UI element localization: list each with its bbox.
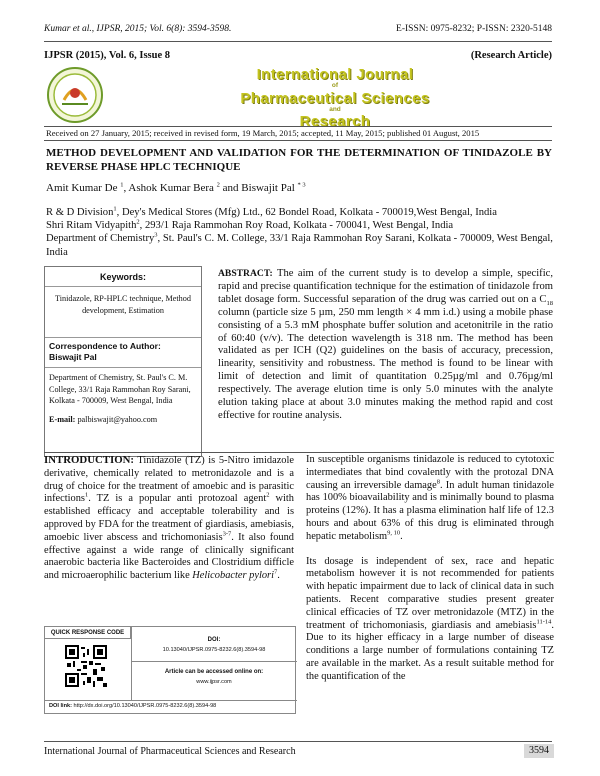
journal-banner xyxy=(175,66,495,130)
journal-logo xyxy=(44,66,106,124)
doi-link-url[interactable]: http://dx.doi.org/10.13040/IJPSR.0975-8232.6(8).3594-98 xyxy=(72,703,217,709)
abstract-text-2: column (particle size 5 µm, 250 mm length × 4 mm i.d.) using a mobile phase consisting of a 5.3 mM phosphate buffer solution and acetonitrile in the ratio of 60:40 (v/v). The detection wavelength is 318 nm. The method has been validated as per ICH (Q2) guidelines on the basis of accuracy, precession, linearity, sensitivity and robustness. The method is found to be linear with limit of detection and limit of quantitation 0.25µg/ml and 0.76µg/ml respectively. The average elution time is only 5.0 minutes with the analyte elution taking place at about 3.0 minutes making the method rapid and cost effective for routine analysis. xyxy=(218,306,553,421)
volume-info: IJPSR (2015), Vol. 6, Issue 8 xyxy=(44,50,171,61)
rc-p2-a: Its dosage is independent of sex, race and hepatic metabolism however it is not recommended for patients with hepatic impairment due to lack of clinical data in such patients. Recent comparative studies present greater clinical efficacies of TZ over metronidazole (MTZ) in the treatment of trichomoniasis, giardiasis and amebiasis xyxy=(306,555,554,631)
abstract xyxy=(218,268,553,423)
banner-line-3: Pharmaceutical Sciences xyxy=(240,89,430,107)
affil-1-sup: 1 xyxy=(113,205,117,213)
rc-p1-a: In susceptible organisms tinidazole is reduced to cytotoxic intermediates that bind covalently with the protozal DNA causing an irreversible damage xyxy=(306,454,554,491)
intro-text-1: Tinidazole (TZ) is 5-Nitro imidazole derivative, chemically related to metronidazole and is a drug of choice for the treatment of amoebic and is parasitic infections xyxy=(44,455,294,505)
correspondence-name: Biswajit Pal xyxy=(45,352,201,369)
paper-title: METHOD DEVELOPMENT AND VALIDATION FOR THE DETERMINATION OF TINIDAZOLE BY REVERSE PHASE HPLC TECHNIQUE xyxy=(46,147,552,173)
affil-3-sup: 3 xyxy=(154,231,158,239)
banner-line-1: International Journal xyxy=(256,66,414,83)
header-rule xyxy=(44,41,552,42)
rc-p1-b: . In adult human tinidazole has 100% bioavailability and is minimally bound to plasma proteins (12%). It has a plasma elimination half life of 12.3 hours and about 63% of this drug is eliminated through hepatic metabolism xyxy=(306,479,555,542)
abstract-sub: 18 xyxy=(546,299,553,307)
abstract-text-1: The aim of the current study is to develop a simple, specific, rapid and precise quantification technique for the estimation of tinidazole from tablet dosage form. Successful separation of the drug was carried out on a C xyxy=(218,268,553,305)
intro-text-5: . xyxy=(277,570,280,582)
affil-3: Department of Chemistry xyxy=(46,233,155,245)
intro-text-2: . TZ is a popular anti protozoal agent xyxy=(88,493,267,505)
right-column xyxy=(306,454,554,684)
doi-link[interactable] xyxy=(49,703,216,709)
correspondence-title: Correspondence to Author: xyxy=(49,341,161,351)
keywords-text: Tinidazole, RP-HPLC technique, Method development, Estimation xyxy=(45,287,201,338)
correspondence-address: Department of Chemistry, St. Paul's C. M. College, 33/1 Raja Rammohan Roy Sarani, Kolkata - 700009, West Bengal, India xyxy=(49,373,191,405)
left-column xyxy=(44,454,294,583)
affil-2: Shri Ritam Vidyapith xyxy=(46,220,137,232)
rc-p1-sup-2: 9, 10 xyxy=(387,529,401,537)
qr-code-icon[interactable] xyxy=(65,645,107,687)
author-2: , Ashok Kumar Bera xyxy=(123,182,214,194)
keywords-title: Keywords: xyxy=(45,267,201,287)
intro-sup-4: 7 xyxy=(273,568,278,576)
intro-text-4: . It also found effective against a wide range of clinically significant anaerobic bacteria like Bacteroides and Clostridium difficle and microaerophilic bacterium like xyxy=(44,531,294,582)
running-citation: Kumar et al., IJPSR, 2015; Vol. 6(8): 3594-3598. xyxy=(44,24,232,34)
article-type: (Research Article) xyxy=(470,50,552,61)
affiliations xyxy=(46,206,556,259)
rc-p2-sup: 11-14 xyxy=(536,618,552,626)
email-address[interactable]: palbiswajit@yahoo.com xyxy=(75,414,158,424)
access-url[interactable]: www.ijpsr.com xyxy=(196,679,232,685)
footer-rule xyxy=(44,741,552,742)
access-label: Article can be accessed online on: xyxy=(164,669,264,675)
intro-text-3: with established efficacy and acceptable tolerability and is approved by FDA for the treatment of giardiasis, amebiasis, amoebic liver abscess and trichomoniasis xyxy=(44,493,294,543)
qr-title: QUICK RESPONSE CODE xyxy=(45,627,131,639)
affil-2-sup: 2 xyxy=(136,218,140,226)
intro-italic: Helicobacter pylori xyxy=(192,570,274,582)
intro-sup-1: 1 xyxy=(84,491,89,499)
banner-line-5: Research xyxy=(299,113,371,130)
doi-link-label: DOI link: xyxy=(49,703,72,709)
qr-divider-horizontal xyxy=(131,661,297,662)
doi-value[interactable]: 10.13040/IJPSR.0975-8232.6(8).3594-98 xyxy=(162,647,266,653)
author-list xyxy=(46,182,306,194)
intro-sup-3: 3-7 xyxy=(222,530,232,538)
affil-1-rest: , Dey's Medical Stores (Mfg) Ltd., 62 Bondel Road, Kolkata - 700019,West Bengal, India xyxy=(116,207,497,218)
footer-journal: International Journal of Pharmaceutical Sciences and Research xyxy=(44,746,296,757)
correspondence-email xyxy=(45,407,201,424)
rc-p1-sup: 8 xyxy=(436,478,440,486)
author-3-sup: * 3 xyxy=(297,181,306,189)
author-3: and Biswajit Pal xyxy=(219,182,295,194)
doi-label: DOI: xyxy=(207,637,221,643)
body-rule xyxy=(44,452,554,453)
author-2-sup: 2 xyxy=(216,181,220,189)
author-1-sup: 1 xyxy=(120,181,124,189)
abstract-label: ABSTRACT: xyxy=(218,268,273,279)
affil-2-rest: , 293/1 Raja Rammohan Roy Road, Kolkata - 700041, West Bengal, India xyxy=(139,220,454,232)
rc-p1-c: . xyxy=(400,530,403,542)
banner-line-4: and xyxy=(329,105,341,113)
issn: E-ISSN: 0975-8232; P-ISSN: 2320-5148 xyxy=(396,24,552,34)
banner-line-2: of xyxy=(331,82,339,89)
email-label: E-mail: xyxy=(49,414,76,424)
affil-3-rest: , St. Paul's C. M. College, 33/1 Raja Rammohan Roy Sarani, Kolkata - 700009, West Bengal, India xyxy=(46,233,553,258)
received-rule-bottom xyxy=(44,140,552,141)
author-1: Amit Kumar De xyxy=(46,182,118,194)
qr-divider-bottom xyxy=(45,700,297,701)
intro-heading: INTRODUCTION: xyxy=(44,454,134,466)
received-dates: Received on 27 January, 2015; received in revised form, 19 March, 2015; accepted, 11 May, 2015; published 01 August, 2015 xyxy=(46,128,480,138)
qr-doi-box xyxy=(44,626,296,714)
intro-sup-2: 2 xyxy=(266,491,270,499)
affil-1: R & D Division xyxy=(46,207,114,218)
received-rule-top xyxy=(44,126,552,127)
page-number: 3594 xyxy=(524,744,554,758)
keywords-box xyxy=(44,266,202,457)
rc-p2-b: . Due to its higher efficacy in a large number of disease conditions a large number of formulations containing TZ are available in the market. As a result suitable method for the quantification of the xyxy=(306,619,554,682)
